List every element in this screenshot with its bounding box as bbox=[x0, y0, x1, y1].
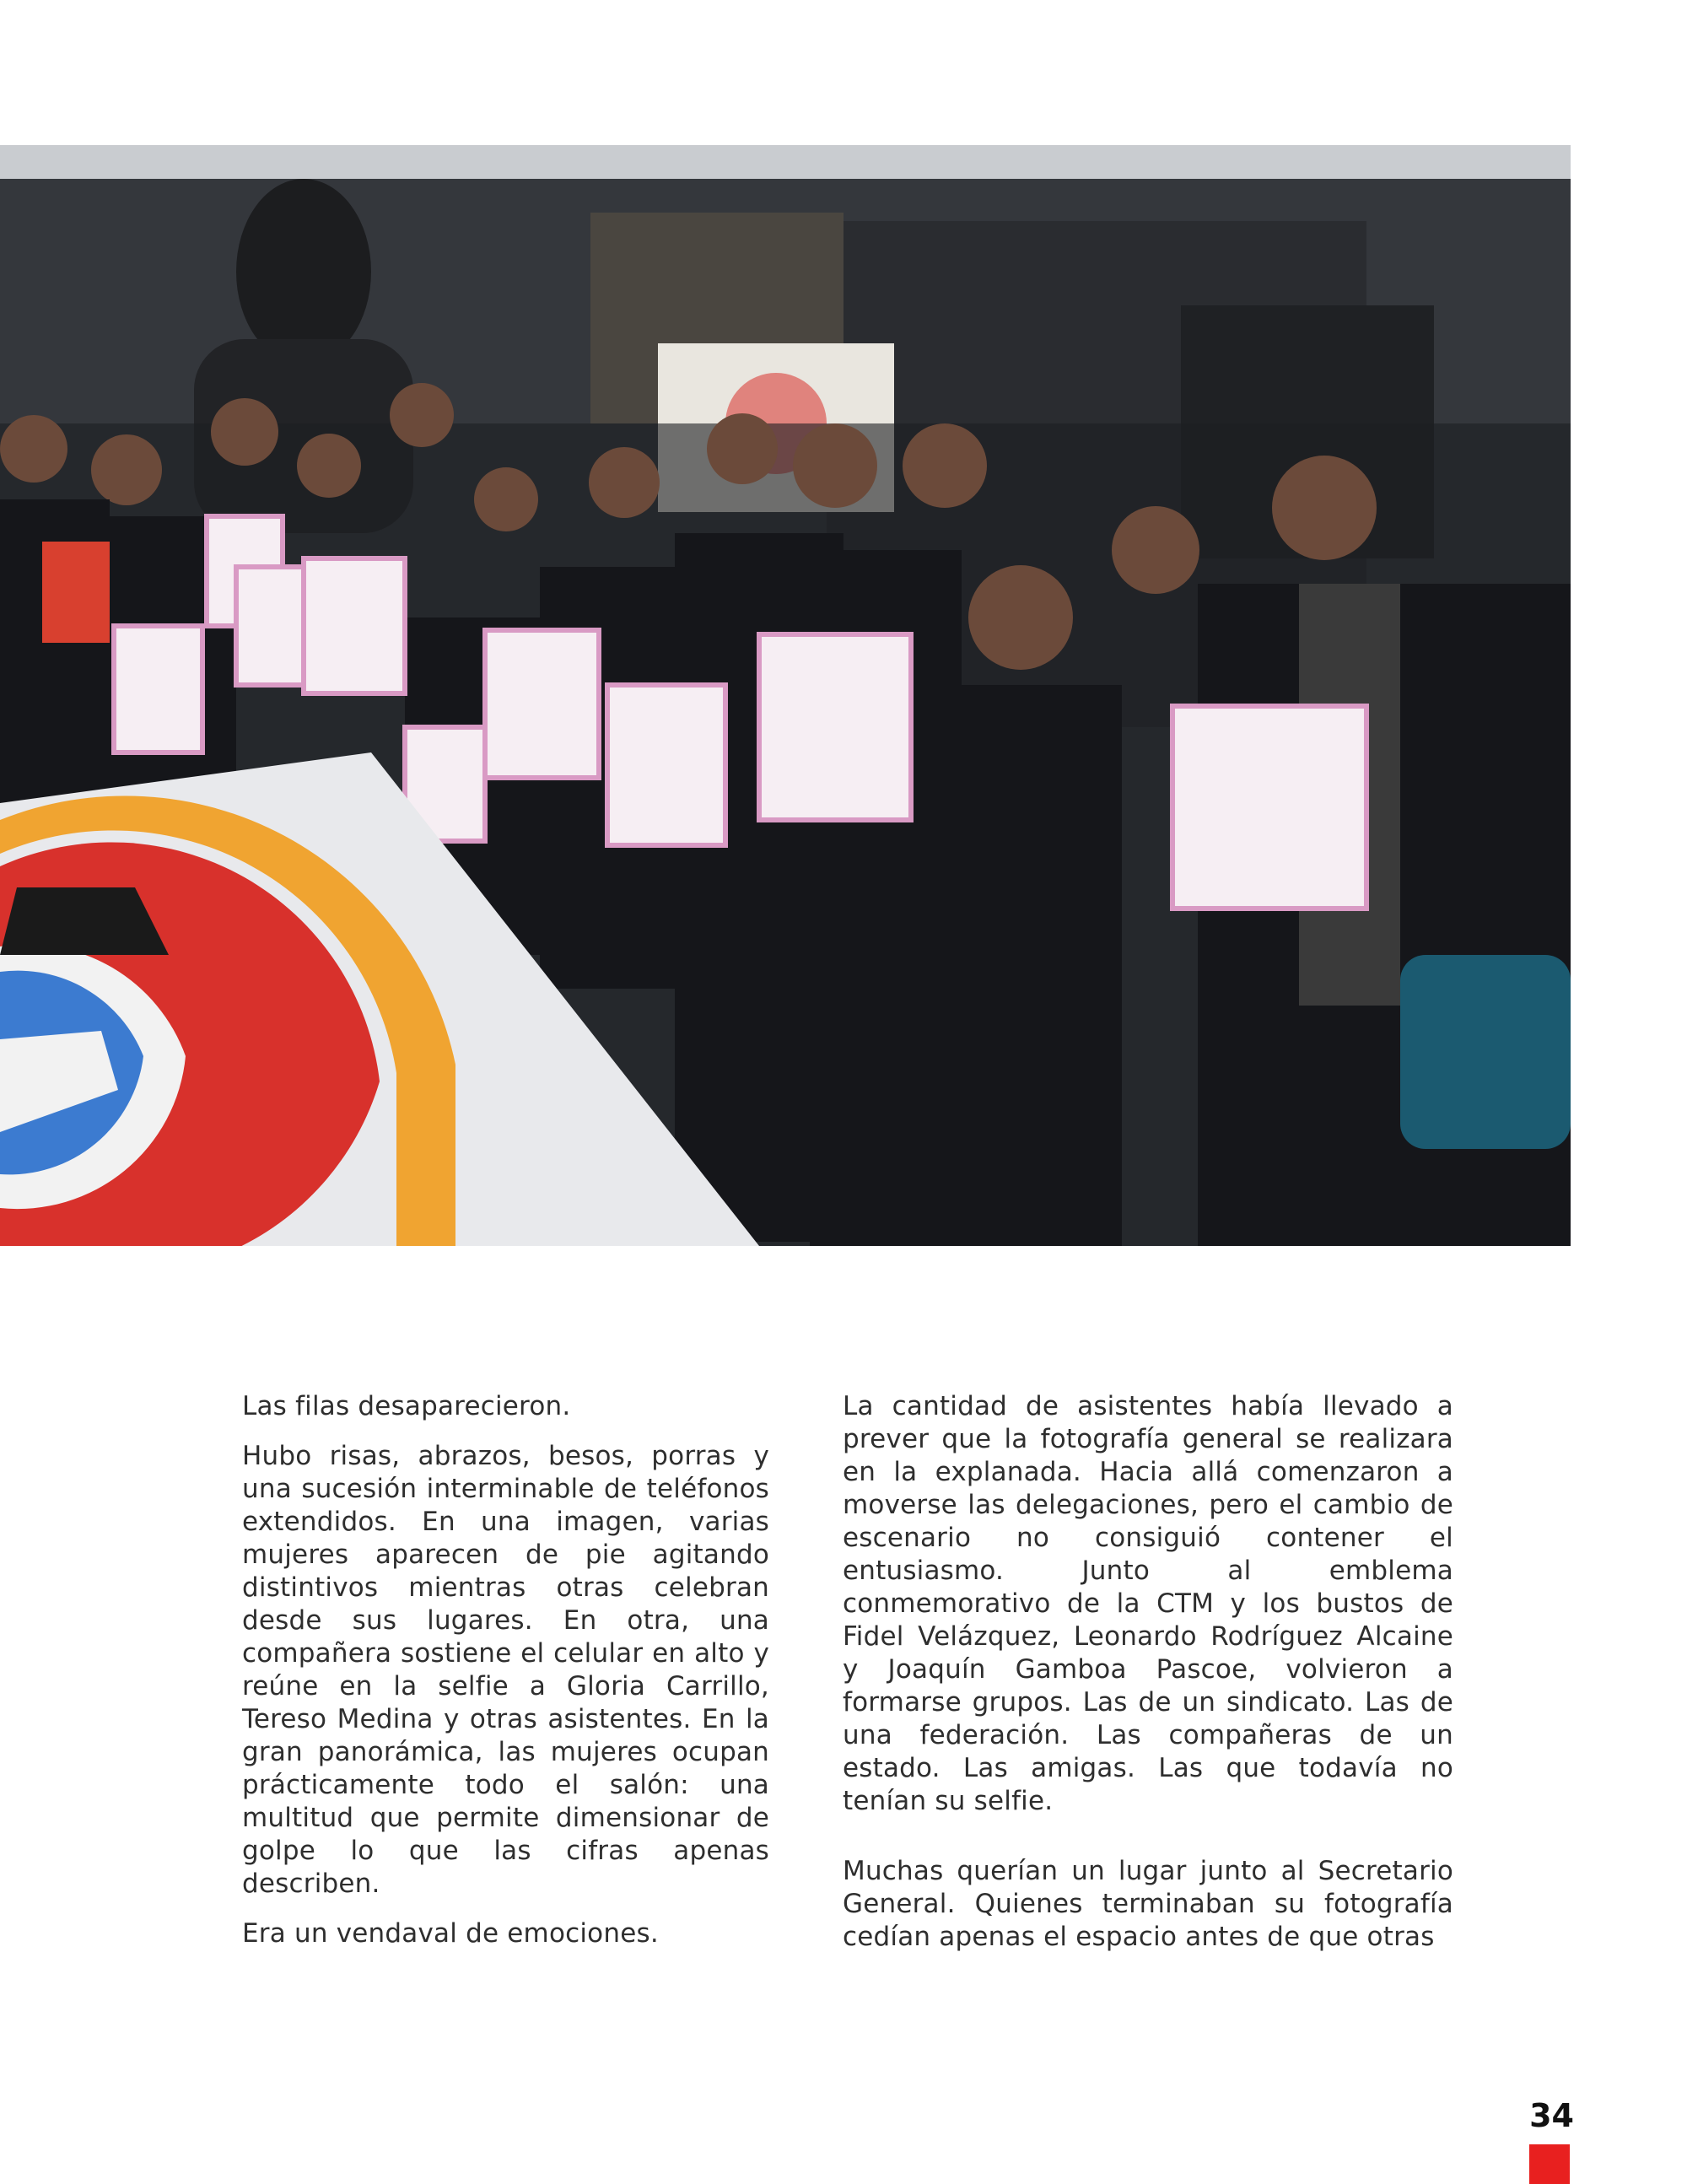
group-photo bbox=[0, 145, 1571, 1246]
article-column-right bbox=[843, 1390, 1453, 1971]
page-number: 34 bbox=[1529, 2097, 1574, 2134]
paragraph: Las filas desaparecieron. bbox=[242, 1391, 571, 1421]
paragraph: Muchas querían un lugar junto al Secretario General. Quienes terminaban su fotografía cedían apenas el espacio antes de que otras bbox=[843, 1856, 1453, 1952]
page-accent-marker bbox=[1529, 2144, 1570, 2184]
paragraph: Era un vendaval de emociones. bbox=[242, 1918, 659, 1949]
article-column-left bbox=[242, 1390, 769, 1967]
paragraph: Hubo risas, abrazos, besos, porras y una sucesión interminable de teléfonos extendidos. En una imagen, varias mujeres aparecen de pie agitando distintivos mientras otras celebran desde sus lugares. En otra, una compañera sostiene el celular en alto y reúne en la selfie a Gloria Carrillo, Tereso Medina y otras asistentes. En la gran panorámica, las mujeres ocupan prácticamente todo el salón: una multitud que permite dimensionar de golpe lo que las cifras apenas describen. bbox=[242, 1441, 769, 1899]
photo-illustration bbox=[0, 145, 1571, 1246]
paragraph: La cantidad de asistentes había llevado a prever que la fotografía general se realizara en la explanada. Hacia allá comenzaron a moverse las delegaciones, pero el cambio de escenario no consiguió contener el entusiasmo. Junto al emblema conmemorativo de la CTM y los bustos de Fidel Velázquez, Leonardo Rodríguez Alcaine y Joaquín Gamboa Pascoe, volvieron a formarse grupos. Las de un sindicato. Las de una federación. Las compañeras de un estado. Las amigas. Las que todavía no tenían su selfie. bbox=[843, 1391, 1453, 1816]
